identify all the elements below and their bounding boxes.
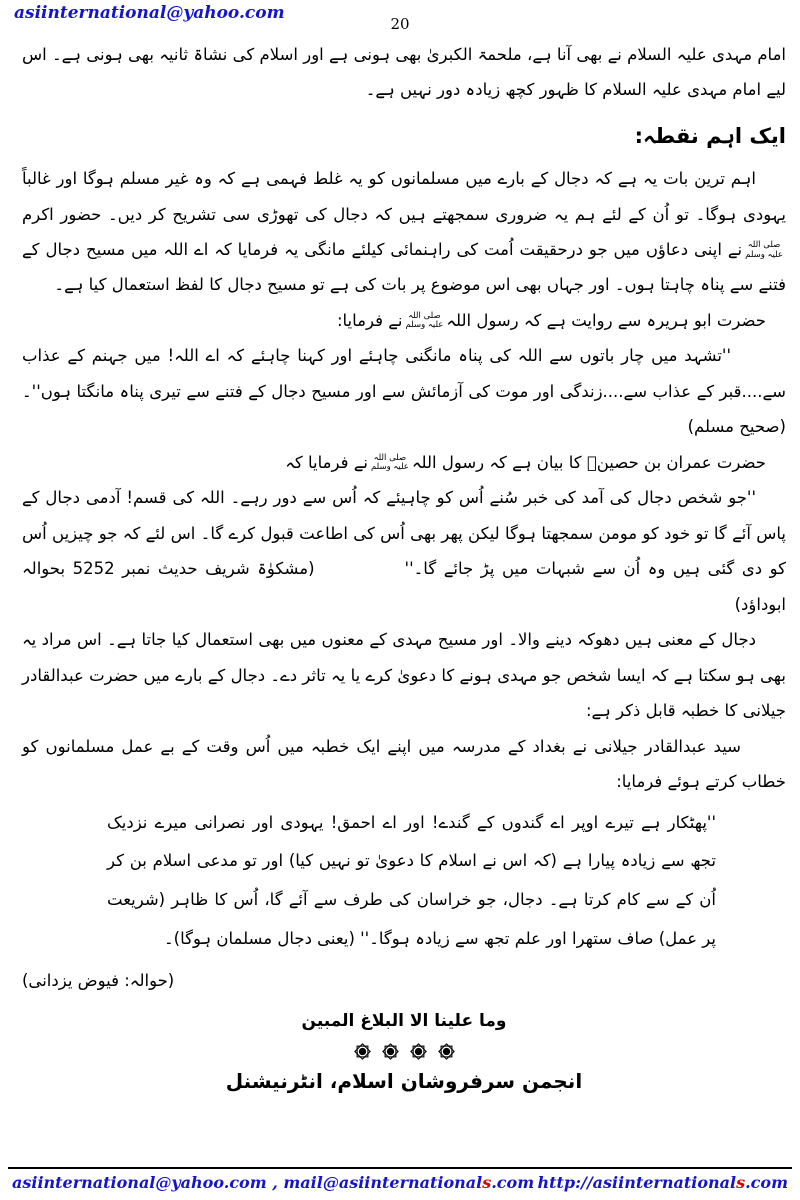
header-email-link[interactable]: asiinternational@yahoo.com <box>14 3 285 23</box>
pbuh-honorific-icon: صلی اللہ علیہ وسلم <box>745 239 783 260</box>
paragraph-mahdi-intro: امام مہدی علیہ السلام نے بھی آنا ہے، ملحمۃ الکبریٰ بھی ہونی ہے اور اسلام کی نشاۃ ثانیہ بھی ہونی ہے۔ اس لیے امام مہدی علیہ السلام کا ظہور کچھ زیادہ دور نہیں ہے۔ <box>22 45 786 100</box>
closing-arabic-verse: وما علینا الا البلاغ المبین <box>301 1011 507 1032</box>
quote-dajjal-warning: ''جو شخص دجال کی آمد کی خبر سُنے اُس کو چاہیئے کہ اُس سے دور رہے۔ اللہ کی قسم! آدمی دجال کے پاس آئے گا تو خود کو مومن سمجھتا ہوگا لیکن پھر بھی اُس کی اطاعت قبول کرے گا۔ اس لئے کہ جو چیزیں اُس کو دی گئی ہیں وہ اُن سے شبہات میں پڑ جائے گا۔''(مشکوٰۃ شریف حدیث نمبر 5252 بحوالہ ابوداؤد) <box>22 488 786 614</box>
footer-separator: , <box>266 1173 284 1192</box>
star-ornament-row <box>22 1042 786 1061</box>
footer-website-link[interactable]: http://asiinternationals.com <box>537 1173 788 1192</box>
rub-el-hizb-star-icon <box>409 1042 428 1061</box>
rub-el-hizb-star-icon <box>381 1042 400 1061</box>
paragraph-imran-bin-husain-narration: حضرت عمران بن حصینؓ کا بیان ہے کہ رسول اللہ صلی اللہ علیہ وسلم نے فرمایا کہ <box>285 452 766 473</box>
organization-name: انجمن سرفروشان اسلام، انٹرنیشنل <box>225 1069 583 1094</box>
reference-mishkat: (مشکوٰۃ شریف حدیث نمبر 5252 بحوالہ ابوداؤد) <box>22 559 786 614</box>
quote-jilani-khutba: ''پھٹکار ہے تیرے اوپر اے گندوں کے گندے! اور اے احمق! یہودی اور نصرانی میرے نزدیک تجھ سے زیادہ پیارا ہے (کہ اس نے اسلام کا دعویٰ تو نہیں کیا) اور تو مدعی اسلام بن کر اُن کے سے کام کرتا ہے۔ دجال، جو خراسان کی طرف سے آئے گا، اُس کا ظاہر (شریعت پر عمل) صاف ستھرا اور علم تجھ سے زیادہ ہوگا۔'' (یعنی دجال مسلمان ہوگا)۔ <box>107 812 716 948</box>
paragraph-dajjal-meaning: دجال کے معنی ہیں دھوکہ دینے والا۔ اور مسیح مہدی کے معنوں میں بھی استعمال کیا جاتا ہے۔ اس مراد یہ بھی ہو سکتا ہے کہ ایسا شخص جو مہدی ہونے کا دعویٰ کرے یا یہ تاثر دے۔ دجال کے بارے میں حضرت عبدالقادر جیلانی کا خطبہ قابل ذکر ہے: <box>22 630 786 721</box>
rub-el-hizb-star-icon <box>437 1042 456 1061</box>
quote-note: (یعنی دجال مسلمان ہوگا)۔ <box>163 928 355 948</box>
page-footer <box>8 1167 792 1192</box>
footer-emails <box>12 1173 534 1192</box>
quote-tashahhud: ''تشہد میں چار باتوں سے اللہ کی پناہ مانگنی چاہئے اور کہنا چاہئے کہ اے اللہ! میں جہنم کے عذاب سے....قبر کے عذاب سے....زندگی اور موت کی آزمائش سے اور مسیح دجال کے فتنے سے تیری پناہ مانگتا ہوں''۔ (صحیح مسلم) <box>22 346 786 437</box>
page-number: 20 <box>390 15 410 33</box>
footer-email-yahoo-link[interactable]: asiinternational@yahoo.com <box>12 1173 267 1192</box>
section-heading: ایک اہم نقطہ: <box>634 123 786 148</box>
rub-el-hizb-star-icon <box>353 1042 372 1061</box>
pbuh-honorific-icon: صلی اللہ علیہ وسلم <box>405 310 444 331</box>
reference-fuyuz-yazdani: (حوالہ: فیوض یزدانی) <box>22 970 175 990</box>
reference-sahih-muslim: (صحیح مسلم) <box>687 417 786 437</box>
footer-email-mail-link[interactable]: mail@asiinternationals.com <box>283 1173 535 1192</box>
red-letter-s: s <box>736 1173 746 1192</box>
paragraph-jilani-khutba-intro: سید عبدالقادر جیلانی نے بغداد کے مدرسہ میں اپنے ایک خطبہ میں اُس وقت کے بے عمل مسلمانوں کو خطاب کرتے ہوئے فرمایا: <box>22 736 786 792</box>
paragraph-abu-huraira-narration: حضرت ابو ہریرہ سے روایت ہے کہ رسول اللہ صلی اللہ علیہ وسلم نے فرمایا: <box>336 310 766 331</box>
footer-url <box>537 1173 788 1192</box>
pbuh-honorific-icon: صلی اللہ علیہ وسلم <box>371 452 409 473</box>
document-body <box>0 33 800 1096</box>
closing-section <box>22 1008 786 1096</box>
red-letter-s: s <box>482 1173 492 1192</box>
paragraph-dajjal-misconception: اہم ترین بات یہ ہے کہ دجال کے بارے میں مسلمانوں کو یہ غلط فہمی ہے کہ وہ غیر مسلم ہوگا اور غالباً یہودی ہوگا۔ تو اُن کے لئے ہم یہ ضروری سمجھتے ہیں کہ دجال کی تھوڑی سی تشریح کر دیں۔ حضور اکرم صلی اللہ علیہ وسلم نے اپنی دعاؤں میں جو درحقیقت اُمت کی راہنمائی کیلئے مانگی یہ فرمایا کہ اے اللہ میں مسیح دجال کے فتنے سے پناہ چاہتا ہوں۔ اور جہاں بھی اس موضوع پر بات کی ہے تو مسیح دجال کا لفظ استعمال کیا ہے۔ <box>22 169 786 295</box>
